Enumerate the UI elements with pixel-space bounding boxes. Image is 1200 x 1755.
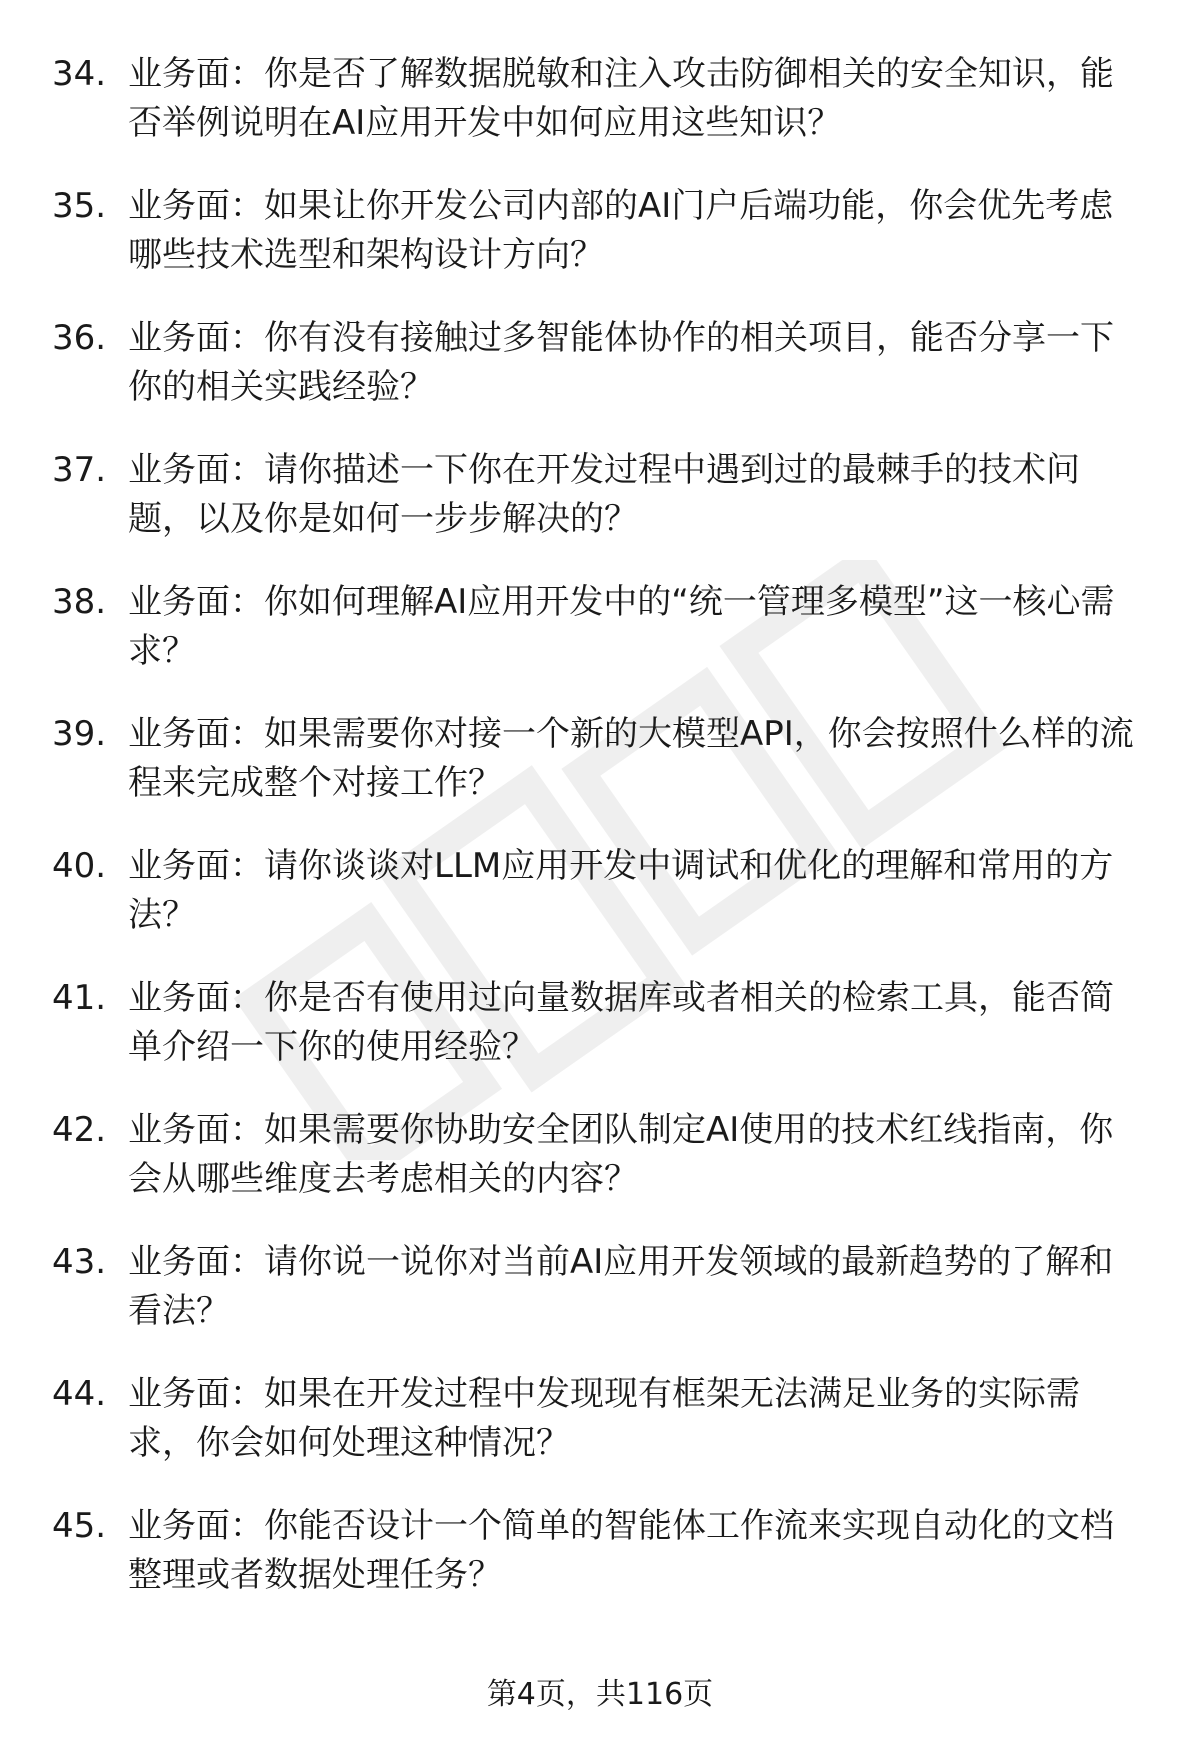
question-text: 业务面：请你谈谈对LLM应用开发中调试和优化的理解和常用的方法？ xyxy=(128,846,1114,935)
list-item xyxy=(0,842,1200,940)
list-item xyxy=(0,1106,1200,1204)
question-number: 44. xyxy=(52,1374,107,1414)
question-text: 业务面：请你说一说你对当前AI应用开发领域的最新趋势的了解和看法？ xyxy=(128,1242,1114,1331)
list-item xyxy=(0,182,1200,280)
question-text: 业务面：你是否了解数据脱敏和注入攻击防御相关的安全知识，能否举例说明在AI应用开发中如何应用这些知识？ xyxy=(128,54,1114,143)
list-item xyxy=(0,50,1200,148)
question-text: 业务面：你是否有使用过向量数据库或者相关的检索工具，能否简单介绍一下你的使用经验？ xyxy=(128,978,1114,1067)
question-number: 34. xyxy=(52,54,107,94)
question-number: 41. xyxy=(52,978,107,1018)
list-item xyxy=(0,1502,1200,1600)
list-item xyxy=(0,974,1200,1072)
question-number: 43. xyxy=(52,1242,107,1282)
question-text: 业务面：如果需要你对接一个新的大模型API，你会按照什么样的流程来完成整个对接工作？ xyxy=(128,714,1134,803)
page-number: 第4页，共116页 xyxy=(486,1677,714,1712)
question-text: 业务面：你如何理解AI应用开发中的“统一管理多模型”这一核心需求？ xyxy=(128,582,1115,671)
question-number: 36. xyxy=(52,318,107,358)
question-text: 业务面：你有没有接触过多智能体协作的相关项目，能否分享一下你的相关实践经验？ xyxy=(128,318,1114,407)
question-text: 业务面：如果需要你协助安全团队制定AI使用的技术红线指南，你会从哪些维度去考虑相关的内容？ xyxy=(128,1110,1114,1199)
question-text: 业务面：你能否设计一个简单的智能体工作流来实现自动化的文档整理或者数据处理任务？ xyxy=(128,1506,1114,1595)
list-item xyxy=(0,314,1200,412)
list-item xyxy=(0,446,1200,544)
question-number: 38. xyxy=(52,582,107,622)
question-text: 业务面：请你描述一下你在开发过程中遇到过的最棘手的技术问题，以及你是如何一步步解决的？ xyxy=(128,450,1080,539)
question-number: 35. xyxy=(52,186,107,226)
list-item xyxy=(0,578,1200,676)
question-number: 42. xyxy=(52,1110,107,1150)
question-number: 37. xyxy=(52,450,107,490)
question-number: 45. xyxy=(52,1506,107,1546)
question-list xyxy=(0,50,1200,1634)
list-item xyxy=(0,1370,1200,1468)
list-item xyxy=(0,710,1200,808)
question-number: 39. xyxy=(52,714,107,754)
question-text: 业务面：如果让你开发公司内部的AI门户后端功能，你会优先考虑哪些技术选型和架构设计方向？ xyxy=(128,186,1114,275)
question-number: 40. xyxy=(52,846,107,886)
list-item xyxy=(0,1238,1200,1336)
question-text: 业务面：如果在开发过程中发现现有框架无法满足业务的实际需求，你会如何处理这种情况？ xyxy=(128,1374,1080,1463)
